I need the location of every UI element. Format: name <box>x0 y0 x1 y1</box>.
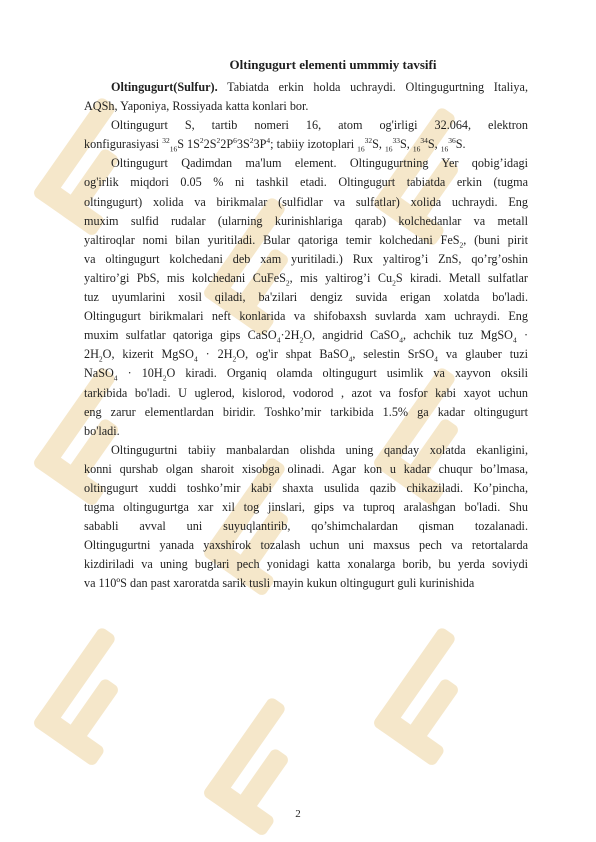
subscript: 4 <box>193 354 198 364</box>
text-run: AQSh, Yaponiya, Rossiyada katta konlari bor. <box>84 99 309 114</box>
superscript: 32 <box>162 136 170 146</box>
subscript: 16 <box>440 144 449 154</box>
text-run: O, kizerit MgSO <box>102 347 194 362</box>
document-body <box>84 78 555 594</box>
text-line <box>84 250 528 269</box>
text-run: , mis yaltirog’i Cu <box>289 270 393 285</box>
text-run: O, angidrid CaSO <box>303 328 400 343</box>
text-run: va oltingugurt kolchedani deb xam yuritiladi.) Rux yaltirog’i ZnS, qo’rg’oshin <box>84 251 528 266</box>
text-line <box>84 460 528 479</box>
text-run: oltingugurt xuddi toshko’mir kabi shaxta usulida qazib chikaziladi. Ko’pincha, <box>84 480 528 495</box>
text-run: va 110ºS dan past xaroratda sarik tusli mayin kukun oltingugurt guli kurinishida <box>84 576 475 591</box>
subscript: 2 <box>299 335 304 345</box>
subscript: 16 <box>385 144 393 154</box>
text-line <box>84 193 528 212</box>
text-line <box>84 364 528 383</box>
text-run: ·2H <box>280 328 300 343</box>
superscript: 36 <box>448 136 456 146</box>
text-line <box>84 422 528 441</box>
text-run: kizdiriladi va uning buglari pech yonidagi katta xonalarga borib, bu yerda soviydi <box>84 557 528 572</box>
text-run: Oltingugurt(Sulfur). <box>111 80 218 94</box>
text-run: S kiradi. Metall sulfatlar <box>395 270 528 285</box>
text-run: · 2H <box>197 347 233 362</box>
superscript: 34 <box>420 136 428 146</box>
text-run: O, og'ir shpat BaSO <box>236 347 349 362</box>
text-line <box>111 154 528 173</box>
subscript: 4 <box>348 354 353 364</box>
text-run: NaSO <box>84 366 114 381</box>
text-run: 2P <box>220 137 234 152</box>
text-line <box>84 345 528 364</box>
text-run: konfigurasiyasi <box>84 137 163 152</box>
text-run: tarkibida bo'ladi. U uglerod, kislorod, vodorod , azot va fosfor kabi xayot uchun <box>84 385 528 400</box>
text-run: O kiradi. Organiq olamda oltingugurt usimlik va xayvon oksili <box>166 366 528 381</box>
text-run: S, <box>427 137 441 152</box>
text-line <box>84 135 528 154</box>
text-run: S, <box>372 137 386 152</box>
text-run: 2S <box>203 137 217 152</box>
text-run: va glauber tuzi <box>437 347 528 362</box>
page-number: 2 <box>295 808 301 820</box>
text-run: muxim sulfatlar qatoriga gips CaSO <box>84 328 277 343</box>
text-line <box>84 212 528 231</box>
text-line <box>111 116 528 135</box>
text-line <box>84 574 528 593</box>
text-run: Tabiatda erkin holda uchraydi. Oltingugurtning Italiya, <box>217 80 528 94</box>
text-line <box>111 441 528 460</box>
text-run: Oltingugurt Qadimdan ma'lum element. Oltingugurtning Yer qobig’idagi <box>111 156 528 171</box>
text-run: · <box>516 328 528 343</box>
subscript: 2 <box>459 240 464 250</box>
text-run: yaltiro’gi PbS, mis kolchedani CuFeS <box>84 270 286 285</box>
text-run: muxim sulfid rudalar (ularning kurinishlariga qarab) kolchedanlar va metall <box>84 213 528 228</box>
text-line <box>84 403 528 422</box>
subscript: 4 <box>113 373 118 383</box>
text-run: , (buni pirit <box>463 232 528 247</box>
text-run: yaltiroqlar nomi bilan yuritiladi. Bular qatoriga temir kolchedani FeS <box>84 232 460 247</box>
text-line <box>84 517 528 536</box>
text-run: S, <box>400 137 413 152</box>
superscript: 2 <box>216 136 221 146</box>
text-run: S 1S <box>177 137 200 152</box>
text-line <box>84 536 528 555</box>
text-run: tugma oltingugurtga xar xil tog jinslari, gips va tuproq aralashgan bo'ladi. Shu <box>84 500 528 515</box>
subscript: 2 <box>232 354 237 364</box>
subscript: 16 <box>169 144 178 154</box>
subscript: 16 <box>357 144 365 154</box>
text-line <box>111 78 528 97</box>
text-line <box>84 479 528 498</box>
text-run: , achchik tuz MgSO <box>402 328 513 343</box>
subscript: 4 <box>276 335 281 345</box>
document-page <box>84 55 555 594</box>
subscript: 2 <box>285 278 290 288</box>
text-run: konni qurshab olgan sharoit xisobga olinadi. Agar kon u kadar chuqur bo’lmasa, <box>84 461 528 476</box>
superscript: 4 <box>266 136 271 146</box>
text-run: Oltingugurtni tabiiy manbalardan olishda uning qanday xolatda ekanligini, <box>111 442 528 457</box>
text-line <box>84 231 528 250</box>
text-run: ; tabiiy izotoplari <box>270 137 358 152</box>
text-run: · 10H <box>117 366 163 381</box>
text-run: , selestin SrSO <box>352 347 435 362</box>
text-run: Oltingugurt birikmalari neft konlarida va shifobaxsh suvlarda xam uchraydi. Eng <box>84 309 528 324</box>
text-run: og'irlik miqdori 0.05 % ni tashkil etadi. Oltingugurt tabiatda erkin (tugma <box>84 175 528 190</box>
text-run: tuz uyumlarini xosil qiladi, ba'zilari dengiz suvida erigan xolatda bo'ladi. <box>84 290 528 305</box>
text-run: Oltingugurtni yanada yaxshirok tozalash uchun uni maxsus pech va retortalarda <box>84 538 528 553</box>
text-line <box>84 498 528 517</box>
text-line <box>84 384 528 403</box>
text-run: sababli avval uni suyuqlantirib, qo’shimchalardan qisman tozalanadi. <box>84 519 528 534</box>
text-line <box>84 269 528 288</box>
text-run: Oltingugurt S, tartib nomeri 16, atom og'irligi 32.064, elektron <box>111 118 528 133</box>
text-run: bo'ladi. <box>84 423 120 438</box>
text-run: 3S <box>236 137 250 152</box>
text-line <box>84 555 528 574</box>
superscript: 33 <box>392 136 401 146</box>
subscript: 2 <box>392 278 396 288</box>
text-line <box>84 326 528 345</box>
document-title: Oltingugurt elementi ummmiy tavsifi <box>229 57 437 72</box>
text-line <box>84 288 528 307</box>
text-run: 2H <box>84 347 99 362</box>
superscript: 6 <box>233 136 237 146</box>
text-run: S. <box>455 137 466 152</box>
text-line <box>84 97 528 116</box>
text-line <box>84 173 528 192</box>
superscript: 2 <box>199 136 204 146</box>
subscript: 4 <box>434 354 438 364</box>
text-run: oltingugurt) xolida va birikmalar (sulfidlar va sulfatlar) xolida uchraydi. Eng <box>84 194 528 209</box>
text-run: 3P <box>253 137 267 152</box>
watermark-mark <box>32 626 162 767</box>
superscript: 32 <box>364 136 373 146</box>
watermark-mark <box>372 626 502 767</box>
text-line <box>84 307 528 326</box>
superscript: 2 <box>249 136 254 146</box>
subscript: 4 <box>512 335 517 345</box>
subscript: 4 <box>399 335 403 345</box>
subscript: 2 <box>162 373 167 383</box>
subscript: 16 <box>412 144 421 154</box>
text-run: eng zarur elementlardan biridir. Toshko’mir tarkibida 1.5% ga kadar oltingugurt <box>84 404 528 419</box>
subscript: 2 <box>98 354 103 364</box>
